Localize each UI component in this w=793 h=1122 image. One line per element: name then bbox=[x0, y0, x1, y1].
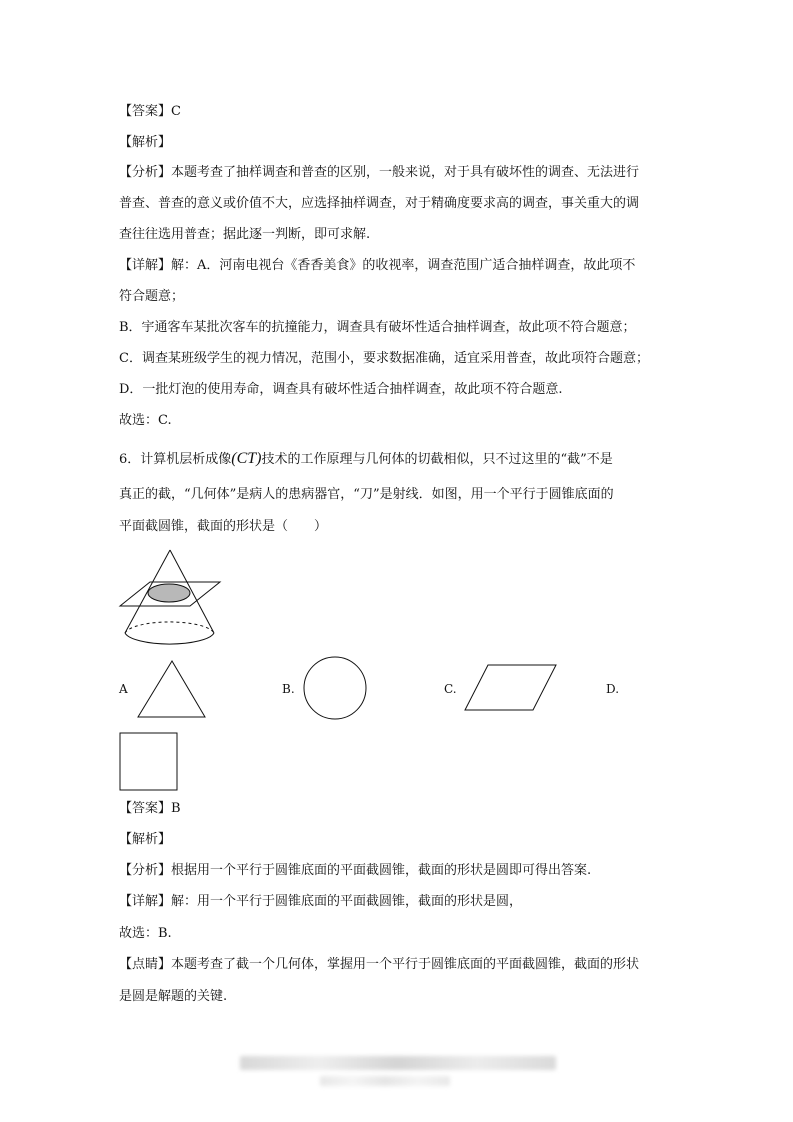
q6-analysis-heading: 【解析】 bbox=[119, 832, 172, 847]
q5-xiangjie-line-2: 符合题意； bbox=[119, 289, 185, 304]
q5-option-c-line: C．调查某班级学生的视力情况，范围小，要求数据准确，适宜采用普查，故此项符合题意； bbox=[119, 351, 649, 366]
q6-stem-line-2: 真正的截，“几何体”是病人的患病器官，“刀”是射线．如图，用一个平行于圆锥底面的 bbox=[119, 487, 614, 502]
q5-fenxi-line-3: 查往往选用普查；据此逐一判断，即可求解. bbox=[119, 227, 371, 242]
q6-stem-text-a: 6．计算机层析成像 bbox=[119, 452, 232, 467]
option-a-triangle bbox=[136, 659, 208, 719]
q5-analysis-heading: 【解析】 bbox=[119, 135, 172, 150]
q6-dianjing-line-2: 是圆是解题的关键. bbox=[119, 989, 228, 1004]
option-d-square bbox=[119, 732, 179, 792]
q5-fenxi-line-1: 【分析】本题考查了抽样调查和普查的区别，一般来说，对于具有破坏性的调查、无法进行 bbox=[119, 165, 640, 180]
q6-ct-formula: (CT) bbox=[231, 450, 262, 467]
q5-option-d-line: D．一批灯泡的使用寿命，调查具有破坏性适合抽样调查，故此项不符合题意. bbox=[119, 382, 563, 397]
option-d-label: D. bbox=[606, 682, 620, 696]
q5-fenxi-line-2: 普查、普查的意义或价值不大，应选择抽样调查，对于精确度要求高的调查，事关重大的调 bbox=[119, 196, 640, 211]
footer-watermark bbox=[240, 1056, 556, 1070]
cone-base-front bbox=[125, 633, 214, 644]
q5-choice: 故选：C. bbox=[119, 413, 172, 428]
cone-base-back bbox=[125, 622, 214, 633]
q6-fenxi: 【分析】根据用一个平行于圆锥底面的平面截圆锥，截面的形状是圆即可得出答案. bbox=[119, 863, 592, 878]
cone-section-figure bbox=[116, 548, 226, 648]
q6-stem-line-1 bbox=[119, 449, 613, 470]
q6-xiangjie: 【详解】解：用一个平行于圆锥底面的平面截圆锥，截面的形状是圆， bbox=[119, 894, 523, 909]
option-c-parallelogram bbox=[464, 663, 558, 713]
q6-dianjing-line-1: 【点睛】本题考查了截一个几何体，掌握用一个平行于圆锥底面的平面截圆锥，截面的形状 bbox=[119, 957, 640, 972]
q5-answer: 【答案】C bbox=[119, 104, 181, 119]
q6-stem-line-3: 平面截圆锥，截面的形状是（ ） bbox=[119, 519, 328, 534]
footer-watermark-sub bbox=[320, 1076, 450, 1086]
option-b-label: B. bbox=[282, 682, 295, 696]
q6-answer: 【答案】B bbox=[119, 801, 181, 816]
q6-stem-text-b: 技术的工作原理与几何体的切截相似，只不过这里的“截”不是 bbox=[261, 452, 613, 467]
option-a-label: A bbox=[119, 682, 128, 696]
option-b-circle bbox=[302, 655, 368, 721]
q6-choice: 故选：B. bbox=[119, 926, 172, 941]
cross-section-ellipse bbox=[148, 584, 190, 602]
q5-option-b-line: B．宇通客车某批次客车的抗撞能力，调查具有破坏性适合抽样调查，故此项不符合题意； bbox=[119, 320, 636, 335]
option-c-label: C. bbox=[444, 682, 457, 696]
q5-xiangjie-line-1: 【详解】解：A．河南电视台《香香美食》的收视率，调查范围广适合抽样调查，故此项不 bbox=[119, 258, 636, 273]
